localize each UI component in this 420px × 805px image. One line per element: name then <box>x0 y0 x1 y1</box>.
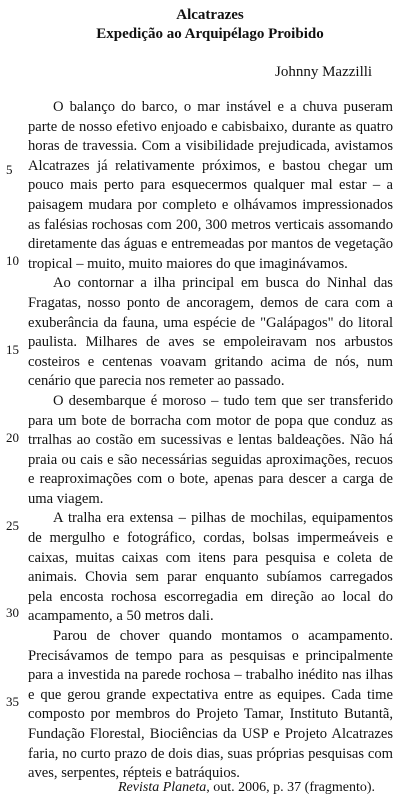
document-subtitle: Expedição ao Arquipélago Proibido <box>96 26 324 42</box>
line-number: 5 <box>6 162 13 177</box>
line-number: 35 <box>6 694 19 709</box>
paragraph: O balanço do barco, o mar instável e a chuva puseram parte de nosso efetivo enjoado e cabisbaixo, durante as quatro horas de travessia. Com a visibilidade prejudicada, avistamos Alcatrazes já relativamente próximos, e bastou chegar um pouco mais perto para esquecermos qualquer mal estar – a paisagem mudara por completo e olhávamos impressionados as falésias rochosas com 200, 300 metros verticais assomando diretamente das águas e entremeadas por mantos de vegetação tropical – muito, muito maiores do que imaginávamos. <box>28 99 393 272</box>
paragraph: A tralha era extensa – pilhas de mochilas, equipamentos de mergulho e fotográfico, cordas, bolsas impermeáveis e caixas, muitas caixas com itens para pesquisa e coleta de animais. Chovia sem parar enquanto subíamos carregados pela encosta rochosa escorregadia em direção ao local do acampamento, a 50 metros dali. <box>28 510 393 625</box>
source-details: , out. 2006, p. 37 (fragmento). <box>206 780 376 795</box>
line-number: 30 <box>6 605 19 620</box>
source-publication: Revista Planeta <box>118 780 207 795</box>
article-body <box>28 98 393 784</box>
author-name: Johnny Mazzilli <box>275 64 373 80</box>
paragraph: O desembarque é moroso – tudo tem que ser transferido para um bote de borracha com motor de popa que conduz as trralhas ao costão em sucessivas e lentas baldeações. Não há praia ou cais e são necessárias seguidas aproximações, recuos e reaproximações com o bote, apenas para descer a carga de uma viagem. <box>28 392 393 507</box>
line-number: 20 <box>6 430 19 445</box>
line-number: 25 <box>6 518 19 533</box>
paragraph: Parou de chover quando montamos o acampamento. Precisávamos de tempo para as pesquisas e principalmente para a investida na parede rochosa – trabalho inédito nas ilhas e que gerou grande expectativa entre as equipes. Cada time composto por membros do Projeto Tamar, Instituto Butantã, Fundação Florestal, Biociências da USP e Projeto Alcatrazes faria, no curto prazo de dois dias, suas próprias pesquisas com aves, serpentes, répteis e batráquios. <box>28 628 393 782</box>
paragraph: Ao contornar a ilha principal em busca do Ninhal das Fragatas, nosso ponto de ancoragem, demos de cara com a exuberância da fauna, uma espécie de "Galápagos" do litoral paulista. Milhares de aves se empoleiravam nos arbustos costeiros e centenas voavam gritando acima de nós, num cenário que parecia nos remeter ao passado. <box>28 275 393 390</box>
line-number: 10 <box>6 253 19 268</box>
line-number: 15 <box>6 342 19 357</box>
source-citation <box>118 780 375 796</box>
document-title: Alcatrazes <box>176 7 244 23</box>
